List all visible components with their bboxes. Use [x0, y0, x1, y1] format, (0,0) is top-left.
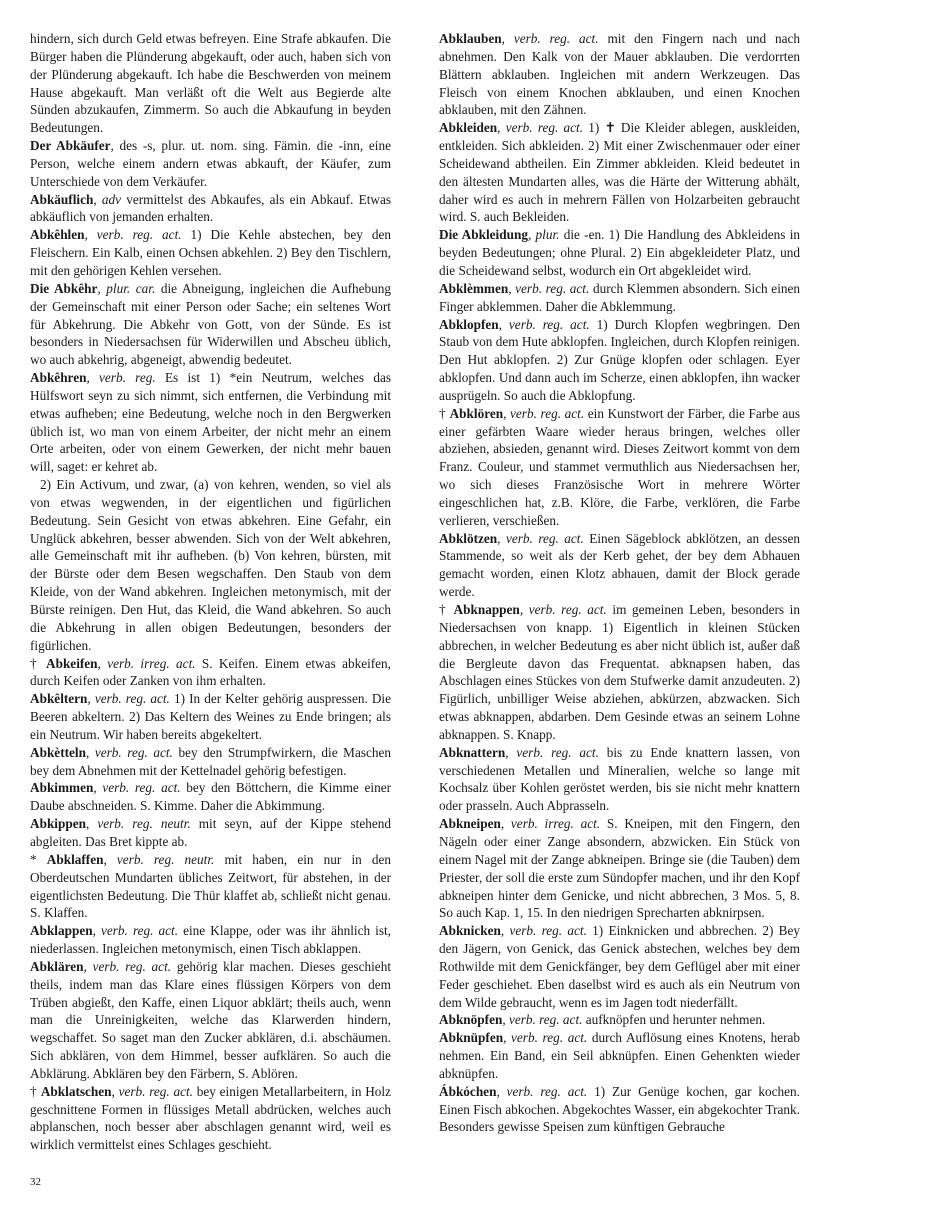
entry-grammar: , verb. reg. act. — [92, 923, 179, 939]
entry-text: hindern, sich durch Geld etwas befreyen. Eine Strafe abkaufen. Die Bürger haben die Plünderung abgekauft, oder auch, haben sich von der Plünderung abgekauft. Ich habe die Beschwerden von meinem Hause abgekauft. Man verläßt oft die Welt aus Begierde alte Sünden abzukaufen, Zimmerm. So auch die Abkaufung in beyden Bedeutungen. — [30, 31, 391, 136]
dictionary-entry — [30, 779, 391, 815]
entry-text: bey den Böttchern, die Kimme einer Daube abschneiden. S. Kimme. Daher die Abkimmung. — [30, 780, 391, 814]
entry-grammar: , adv — [93, 191, 122, 207]
entry-text: aufknöpfen und herunter nehmen. — [582, 1012, 766, 1028]
entry-text: 1) Durch Klopfen wegbringen. Den Staub von dem Hute abklopfen. Ingleichen, durch Klopfen reinigen. Den Hut abklopfen. 2) Zur Gnüge klopfen oder schlagen. Eyer abklopfen. Und dann auch im Scherze, einen abklopfen, ihn wacker ausprügeln. So auch die Abklopfung. — [439, 316, 800, 403]
dictionary-entry — [30, 280, 391, 369]
entry-grammar: , verb. reg. act. — [497, 120, 584, 136]
entry-grammar: , verb. reg. act. — [83, 958, 172, 974]
entry-grammar: , verb. reg. act. — [87, 691, 170, 707]
entry-text: ein Kunstwort der Färber, die Farbe aus einer gefärbten Waare wieder heraus bringen, welches oller abziehen, absieden, genannt wird. Dieses Zeitwort kommt von dem Franz. Couleur, und stammet vermuthlich aus Niedersachsen her, wo sich dieses Französische Wort in mehrere Wörter eingeschlichen hat, z.B. Klöre, die Farbe, verklören, die Farbe verlieren, verschießen. — [439, 405, 800, 528]
dictionary-entry — [439, 922, 800, 1011]
dictionary-entry — [439, 280, 800, 316]
entry-text: vermittelst des Abkaufes, als ein Abkauf. Etwas abkäuflich von jemanden erhalten. — [30, 191, 391, 225]
entry-grammar: , verb. reg. act. — [85, 744, 173, 760]
entry-text: , des -s, plur. ut. nom. sing. Fämin. die -inn, eine Person, welche einem andern etwas abkauft, der Käufer, zum Unterschiede von dem Verkäufer. — [30, 138, 391, 189]
dictionary-entry — [30, 958, 391, 1083]
entry-headword: Abklaffen — [46, 851, 104, 867]
entry-headword: Ábkóchen — [439, 1083, 497, 1099]
entry-grammar: , verb. reg. act. — [519, 602, 607, 617]
page-number: 32 — [30, 1176, 41, 1188]
entry-grammar: , plur. car. — [97, 280, 156, 296]
dictionary-entry — [30, 1083, 391, 1154]
entry-text: 1) Die Kehle abstechen, bey den Fleischern. Ein Kalb, einen Ochsen abkehlen. 2) Bey den Tischlern, mit den gehörigen Kehlen versehen. — [30, 227, 391, 278]
entry-text: mit seyn, auf der Kippe stehend abgleiten. Das Bret kippte ab. — [30, 816, 392, 849]
entry-headword: Abkippen — [30, 816, 86, 832]
entry-headword: Abklèmmen — [439, 280, 509, 296]
dictionary-entry — [439, 119, 800, 226]
entry-grammar: , verb. irreg. act. — [500, 816, 601, 832]
dictionary-entry — [439, 30, 800, 119]
entry-headword: Abkäuflich — [30, 191, 94, 207]
entry-marker: † — [439, 602, 454, 617]
entry-grammar: , verb. reg. act. — [111, 1083, 193, 1099]
entry-text: S. Kneipen, mit den Fingern, den Nägeln oder einer Zange absondern, abzwicken. Ein Stück von einem Nagel mit der Zange abkneipen. Bringe sie (die Tauben) dem Priester, der soll die erste zum Sündopfer machen, und ihr den Kopf abkneipen hinter dem Genicke, und nicht abbrechen, 3 Mos. 5, 8. So auch Kap. 1, 15. In den niedrigen Sprecharten abknirpsen. — [439, 816, 800, 921]
entry-headword: Der Abkäufer — [30, 138, 111, 154]
dictionary-entry — [439, 601, 800, 744]
entry-headword: Abkeifen — [46, 655, 98, 671]
dictionary-entry — [439, 1011, 800, 1029]
entry-text: bey einigen Metallarbeitern, in Holz geschnittene Formen in flüssiges Metall abdrücken, welches auch abplanschen, noch besser aber abschlagen genannt wird, weil es wirklich vermittelst eines Schlages geschieht. — [30, 1083, 391, 1153]
entry-headword: Die Abkêhr — [30, 280, 98, 296]
entry-grammar: , verb. reg. act. — [508, 280, 590, 296]
entry-grammar: , verb. reg. act. — [503, 1030, 588, 1046]
dictionary-entry — [30, 369, 391, 476]
dictionary-entry — [439, 405, 800, 530]
entry-headword: Abklötzen — [439, 530, 498, 546]
entry-text: 2) Ein Activum, und zwar, (a) von kehren, wenden, so viel als von etwas wegwenden, in der eigentlichen und figürlichen Bedeutung. Sein Gesicht von etwas abkehren. Eine Gefahr, ein Unglück abkehren, besser abwenden. Sich von der Welt abkehren, alle Gemeinschaft mit ihr aufheben. (b) Von kehren, bürsten, mit der Bürste oder dem Besen wegschaffen. Den Staub von dem Kleide, von der Wand abkehren. Ingleichen metonymisch, mit der Bürste reinigen. Den Hut, das Kleid, die Wand abkehren. So auch die Abkehrung in allen obigen Bedeutungen, besonders der figürlichen. — [30, 477, 391, 653]
entry-grammar: , verb. reg. act. — [501, 31, 599, 46]
entry-headword: Abkneipen — [439, 816, 501, 832]
entry-headword: Abkètteln — [30, 744, 86, 760]
entry-grammar: , verb. irreg. act. — [97, 655, 196, 671]
dictionary-entry — [30, 226, 391, 280]
entry-text: mit den Fingern nach und nach abnehmen. Den Kalk von der Mauer abklauben. Die verdorrten Blättern abklauben. Ingleichen mit andern Werkzeugen. Das Fleisch von einem Knochen abklauben, und einen Knochen abklauben, mit den Zähnen. — [439, 31, 801, 118]
entry-headword: Abknicken — [439, 923, 501, 939]
entry-text: 1) Zur Genüge kochen, gar kochen. Einen Fisch abkochen. Abgekochtes Wasser, ein abgekochter Trank. Besonders gewisse Speisen zum künftigen Gebrauche — [439, 1083, 800, 1135]
entry-text: 1) Einknicken und abbrechen. 2) Bey den Jägern, von Genick, das Genick abstechen, welches bey dem Rothwilde mit dem Genickfänger, bey dem Geflügel aber mit einer Feder geschiehet. Eben daselbst wird es auch als ein Neutrum von dem Wilde gebraucht, wenn es im Jagen todt niederfällt. — [439, 923, 801, 1010]
entry-marker: † — [30, 655, 46, 671]
dictionary-entry — [30, 922, 391, 958]
entry-grammar: , plur. — [527, 227, 560, 243]
dictionary-entry — [439, 226, 800, 280]
entry-headword: Abkêltern — [30, 691, 88, 707]
dictionary-entry — [30, 815, 391, 851]
entry-grammar: , verb. reg. neutr. — [103, 851, 215, 867]
dictionary-entry — [439, 1029, 800, 1083]
entry-grammar: , verb. reg. act. — [497, 530, 584, 546]
entry-headword: Abklatschen — [40, 1083, 112, 1099]
dictionary-entry — [439, 1083, 800, 1137]
entry-grammar: , verb. reg. — [86, 370, 156, 386]
entry-headword: Abklappen — [30, 923, 93, 939]
entry-text: die -en. 1) Die Handlung des Abkleidens in beyden Bedeutungen; ohne Plural. 2) Ein abgekleideter Platz, und die Scheidewand selbst, wodurch ein Ort abgekleidet wird. — [439, 227, 800, 278]
entry-text: eine Klappe, oder was ihr ähnlich ist, niederlassen. Ingleichen metonymisch, einen Tisch abklappen. — [30, 923, 391, 957]
entry-text: 1) In der Kelter gehörig auspressen. Die Beeren abkeltern. 2) Das Keltern des Weines zu Ende bringen; als ein Neutrum. Wir haben bereits abgekeltert. — [30, 691, 391, 742]
entry-text: durch Klemmen absondern. Sich einen Finger abklemmen. Daher die Abklemmung. — [439, 280, 800, 314]
entry-grammar: , verb. reg. act. — [500, 923, 587, 939]
entry-headword: Abklauben — [439, 31, 502, 46]
dictionary-entry — [439, 815, 800, 922]
entry-headword: Abkleiden — [439, 120, 498, 136]
entry-text: die Abneigung, ingleichen die Aufhebung der Gemeinschaft mit einer Person oder Sache; ein seltenes Wort für Abkehrung. Die Abkehr von Gott, von der Sünde. Es ist besonders in Niedersachsen für Widerwillen und Abscheu üblich, wo auch abkehrig, abgeneigt, abwendig bedeutet. — [30, 280, 391, 368]
entry-text: durch Auflösung eines Knotens, herab nehmen. Ein Band, ein Seil abknüpfen. Einen Gehenkten wieder abknüpfen. — [439, 1030, 800, 1081]
entry-text: bey den Strumpfwirkern, die Maschen bey dem Abnehmen mit der Kettelnadel gehörig befestigen. — [30, 744, 391, 778]
dictionary-entry — [439, 530, 800, 601]
dictionary-entry — [439, 316, 800, 405]
dictionary-entry — [30, 191, 391, 227]
entry-grammar: , verb. reg. act. — [496, 1083, 588, 1099]
entry-headword: Abkêhlen — [30, 227, 85, 243]
entry-grammar: , verb. reg. act. — [505, 744, 599, 760]
entry-grammar: , verb. reg. act. — [84, 227, 182, 243]
entry-headword: Abkimmen — [30, 780, 94, 796]
right-column — [439, 30, 800, 1136]
entry-headword: Abklören — [449, 405, 504, 421]
entry-grammar: , verb. reg. neutr. — [85, 816, 191, 832]
entry-headword: Abknattern — [439, 744, 506, 760]
entry-headword: Die Abkleidung — [439, 227, 528, 243]
entry-text: Einen Sägeblock abklötzen, an dessen Stammende, so weit als der Kerb gehet, der bey dem Abhauen gemacht worden, einen Klotz abhauen, damit der Block gerade werde. — [439, 530, 800, 600]
entry-headword: Abknappen — [453, 602, 520, 617]
entry-grammar: , verb. reg. act. — [498, 316, 590, 332]
entry-headword: Abkêhren — [30, 370, 87, 386]
entry-text: gehörig klar machen. Dieses geschieht theils, indem man das Klare eines flüssigen Körpers von dem Trüben abgießt, den Kaffe, einen Liquor abklärt; theils auch, wenn man die Unreinigkeiten, welche das Klarwerden hindern, wegschaffet. So saget man den Zucker abklären, d.i. abschäumen. Sich abklären, von dem Himmel, besser aufklären. So auch die Abklärung. Abklären bey den Färbern, S. Ablören. — [30, 958, 391, 1081]
entry-headword: Abknüpfen — [439, 1030, 504, 1046]
entry-grammar: , verb. reg. act. — [503, 405, 585, 421]
dictionary-entry — [30, 137, 391, 191]
entry-grammar: , verb. reg. act. — [93, 780, 181, 796]
entry-marker: † — [439, 405, 450, 421]
dictionary-entry — [30, 30, 391, 137]
entry-marker: * — [30, 851, 47, 867]
dictionary-entry — [30, 655, 391, 691]
entry-headword: Abklären — [30, 958, 84, 974]
entry-text: bis zu Ende knattern lassen, von verschiedenen Metallen und Mineralien, welche so lange mit Kochsalz über Kohlen geröstet werden, bis sie nicht mehr knattern oder prasseln. Auch Abprasseln. — [439, 744, 800, 814]
entry-text: Es ist 1) *ein Neutrum, welches das Hülfswort seyn zu sich nimmt, sich entfernen, die Verbindung mit etwas aufheben; eine Bedeutung, welche noch in den Bergwerken üblich ist, wo man von einem Arbeiter, der nicht mehr an einem Orte arbeiten, oder von einem Gewerken, der nicht mehr bauen will, saget: er kehret ab. — [30, 370, 391, 475]
entry-headword: Abknöpfen — [439, 1012, 503, 1028]
entry-headword: Abklopfen — [439, 316, 499, 332]
dictionary-entry — [30, 744, 391, 780]
dictionary-entry — [30, 690, 391, 744]
dictionary-entry — [30, 476, 391, 654]
left-column — [30, 30, 391, 1154]
entry-text: mit haben, ein nur in den Oberdeutschen Mundarten übliches Zeitwort, für abstehen, in der eigentlichsten Bedeutung. Die Thür klaffet ab, schließt nicht genau. S. Klaffen. — [30, 851, 392, 921]
entry-text: 1) ✝ Die Kleider ablegen, auskleiden, entkleiden. Sich abkleiden. 2) Mit einer Zwischenmauer oder einer Scheidewand abtheilen. Ein Zimmer abkleiden. Kleid bedeutet in den ältesten Mundarten alles, was die Härte der Witterung abhält, daher wird es auch in mehrern Fällen von Holzarbeiten gebraucht wird. S. auch Bekleiden. — [439, 120, 800, 225]
entry-text: S. Keifen. Einem etwas abkeifen, durch Keifen oder Zanken von ihm erhalten. — [30, 655, 391, 689]
entry-text: im gemeinen Leben, besonders in Niedersachsen von knapp. 1) Eigentlich in kleinen Stücken abbrechen, in welcher Bedeutung es aber nicht üblich ist, außer daß die Bergleute davon das Frequentat. abknapsen haben, das Abschlagen eines Stückes von dem Stufwerke damit anzudeuten. 2) Figürlich, unbilliger Weise abziehen, abkürzen, abzwacken. Sich etwas abknappen, abdarben. Dem Gesinde etwas an seinem Lohne abknappen. S. Knapp. — [439, 602, 800, 742]
dictionary-entry — [30, 851, 391, 922]
entry-marker: † — [30, 1083, 41, 1099]
entry-grammar: , verb. reg. act. — [502, 1012, 583, 1028]
dictionary-entry — [439, 744, 800, 815]
